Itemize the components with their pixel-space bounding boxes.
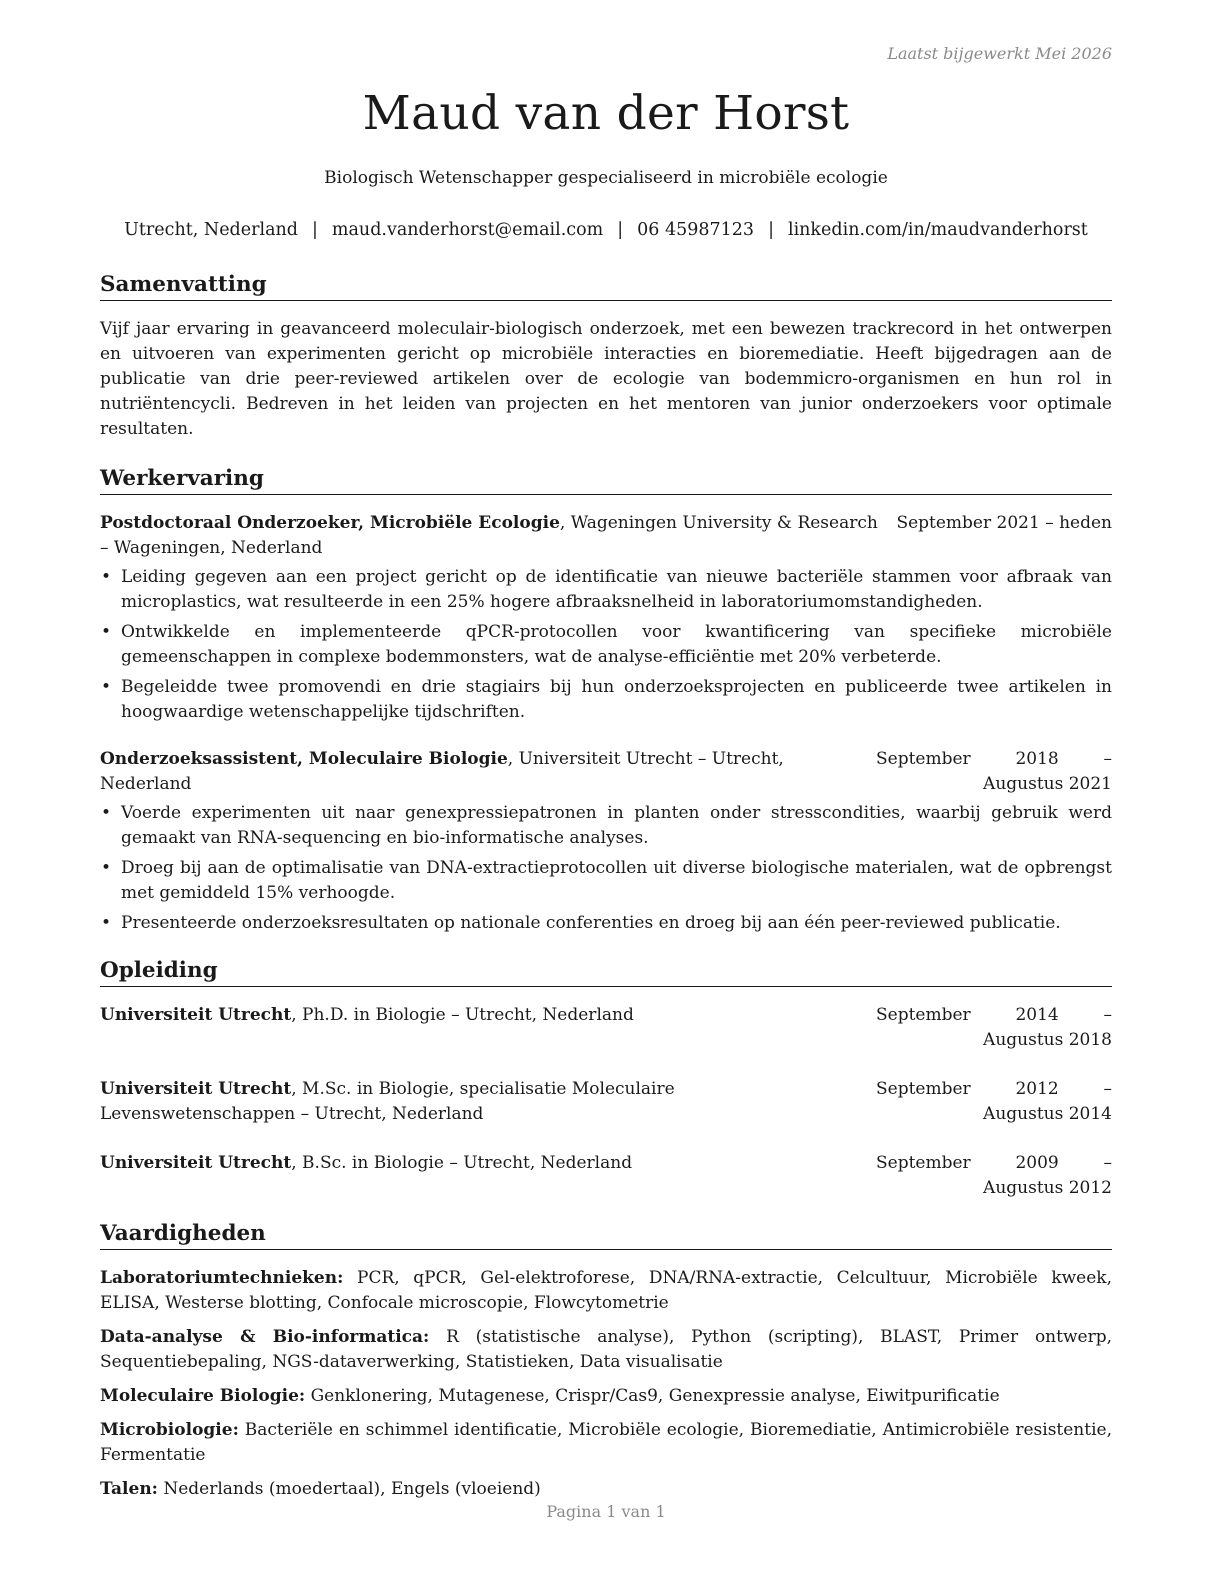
- education-date: September 2009 – Augustus 2012: [876, 1153, 1112, 1198]
- bullet-icon: •: [101, 803, 112, 823]
- skill-label: Microbiologie:: [100, 1420, 239, 1440]
- list-item: [100, 856, 1112, 906]
- job-date: September 2018 – Augustus 2021: [876, 749, 1112, 794]
- education-heading: Opleiding: [100, 956, 1112, 987]
- bullet-icon: •: [101, 858, 112, 878]
- bullet-text: Ontwikkelde en implementeerde qPCR-protocollen voor kwantificering van specifieke microbiële gemeenschappen in complexe bodemmonsters, wat de analyse-efficiëntie met 20% verbeterde.: [121, 622, 1112, 667]
- education-date: September 2014 – Augustus 2018: [876, 1005, 1112, 1050]
- page-footer: Pagina 1 van 1: [546, 1502, 666, 1521]
- list-item: [100, 620, 1112, 670]
- skill-item: [100, 1477, 1112, 1502]
- education-entry: [100, 1151, 1112, 1201]
- list-item: [100, 675, 1112, 725]
- job-title-line: [100, 511, 878, 561]
- skill-label: Moleculaire Biologie:: [100, 1386, 306, 1406]
- skill-label: Laboratoriumtechnieken:: [100, 1268, 344, 1288]
- experience-heading: Werkervaring: [100, 464, 1112, 495]
- education-line: [100, 1151, 858, 1201]
- education-degree: , B.Sc. in Biologie – Utrecht, Nederland: [291, 1153, 633, 1173]
- education-school: Universiteit Utrecht: [100, 1079, 292, 1099]
- job-bullets: [100, 565, 1112, 725]
- bullet-text: Droeg bij aan de optimalisatie van DNA-extractieprotocollen uit diverse biologische materialen, wat de opbrengst met gemiddeld 15% verhoogde.: [121, 858, 1112, 903]
- education-line: [100, 1003, 858, 1053]
- job-org: , Wageningen University & Research – Wageningen, Nederland: [100, 513, 878, 558]
- skill-item: [100, 1384, 1112, 1409]
- education-line: [100, 1077, 858, 1127]
- skill-value: R (statistische analyse), Python (scripting), BLAST, Primer ontwerp, Sequentiebepaling, NGS-dataverwerking, Statistieken, Data visualisatie: [100, 1327, 1112, 1372]
- job-header: [100, 747, 1112, 797]
- bullet-icon: •: [101, 622, 112, 642]
- bullet-text: Presenteerde onderzoeksresultaten op nationale conferenties en droeg bij aan één peer-reviewed publicatie.: [121, 913, 1061, 933]
- contact-line: [100, 220, 1112, 240]
- bullet-text: Begeleidde twee promovendi en drie stagiairs bij hun onderzoeksprojecten en publiceerde twee artikelen in hoogwaardige wetenschappelijke tijdschriften.: [121, 677, 1112, 722]
- job-title-line: [100, 747, 858, 797]
- candidate-subtitle: Biologisch Wetenschapper gespecialiseerd in microbiële ecologie: [324, 168, 888, 188]
- summary-section: [100, 270, 1112, 442]
- bullet-text: Leiding gegeven aan een project gericht op de identificatie van nieuwe bacteriële stammen voor afbraak van microplastics, wat resulteerde in een 25% hogere afbraaksnelheid in laboratoriumomstandigheden.: [121, 567, 1112, 612]
- job-entry: [100, 747, 1112, 936]
- contact-location: Utrecht, Nederland: [124, 220, 298, 240]
- list-item: [100, 565, 1112, 615]
- education-entry: [100, 1003, 1112, 1053]
- skill-value: Bacteriële en schimmel identificatie, Microbiële ecologie, Bioremediatie, Antimicrobiële resistentie, Fermentatie: [100, 1420, 1112, 1465]
- job-bullets: [100, 801, 1112, 936]
- education-school: Universiteit Utrecht: [100, 1153, 292, 1173]
- contact-phone: 06 45987123: [637, 220, 755, 240]
- skill-value: Genklonering, Mutagenese, Crispr/Cas9, Genexpressie analyse, Eiwitpurificatie: [305, 1386, 1000, 1406]
- contact-separator: |: [768, 220, 774, 240]
- skills-section: [100, 1219, 1112, 1502]
- education-section: [100, 956, 1112, 1201]
- contact-separator: |: [312, 220, 318, 240]
- job-org: , Universiteit Utrecht – Utrecht, Nederland: [100, 749, 784, 794]
- job-entry: [100, 511, 1112, 725]
- resume-content: [100, 270, 1112, 1512]
- education-entry: [100, 1077, 1112, 1127]
- education-degree: , Ph.D. in Biologie – Utrecht, Nederland: [291, 1005, 634, 1025]
- contact-separator: |: [617, 220, 624, 240]
- list-item: [100, 801, 1112, 851]
- education-date: September 2012 – Augustus 2014: [876, 1079, 1112, 1124]
- bullet-icon: •: [101, 677, 112, 697]
- education-school: Universiteit Utrecht: [100, 1005, 292, 1025]
- skills-heading: Vaardigheden: [100, 1219, 1112, 1250]
- job-title: Postdoctoraal Onderzoeker, Microbiële Ecologie: [100, 513, 560, 533]
- skill-label: Data-analyse & Bio-informatica:: [100, 1327, 430, 1347]
- experience-section: [100, 464, 1112, 936]
- job-title: Onderzoeksassistent, Moleculaire Biologie: [100, 749, 508, 769]
- skill-item: [100, 1418, 1112, 1468]
- contact-linkedin[interactable]: linkedin.com/in/maudvanderhorst: [787, 220, 1088, 240]
- education-degree: , M.Sc. in Biologie, specialisatie Moleculaire Levenswetenschappen – Utrecht, Nederland: [100, 1079, 675, 1124]
- bullet-icon: •: [101, 567, 112, 587]
- summary-text: Vijf jaar ervaring in geavanceerd moleculair-biologisch onderzoek, met een bewezen trackrecord in het ontwerpen en uitvoeren van experimenten gericht op microbiële interacties en bioremediatie. Heeft bijgedragen aan de publicatie van drie peer-reviewed artikelen over de ecologie van bodemmicro-organismen en hun rol in nutriëntencycli. Bedreven in het leiden van projecten en het mentoren van junior onderzoekers voor optimale resultaten.: [100, 319, 1112, 439]
- job-date: September 2021 – heden: [896, 513, 1112, 533]
- job-header: [100, 511, 1112, 561]
- skill-value: PCR, qPCR, Gel-elektroforese, DNA/RNA-extractie, Celcultuur, Microbiële kweek, ELISA, Westerse blotting, Confocale microscopie, Flowcytometrie: [100, 1268, 1112, 1313]
- list-item: [100, 911, 1112, 936]
- bullet-icon: •: [101, 913, 112, 933]
- last-updated: Laatst bijgewerkt Mei 2026: [887, 44, 1112, 63]
- bullet-text: Voerde experimenten uit naar genexpressiepatronen in planten onder stresscondities, waarbij gebruik werd gemaakt van RNA-sequencing en bio-informatische analyses.: [121, 803, 1112, 848]
- skill-item: [100, 1325, 1112, 1375]
- skill-value: Nederlands (moedertaal), Engels (vloeiend): [157, 1479, 541, 1499]
- skill-label: Talen:: [100, 1479, 158, 1499]
- candidate-name: Maud van der Horst: [362, 86, 850, 141]
- contact-email[interactable]: maud.vanderhorst@email.com: [331, 220, 604, 240]
- skill-item: [100, 1266, 1112, 1316]
- summary-heading: Samenvatting: [100, 270, 1112, 301]
